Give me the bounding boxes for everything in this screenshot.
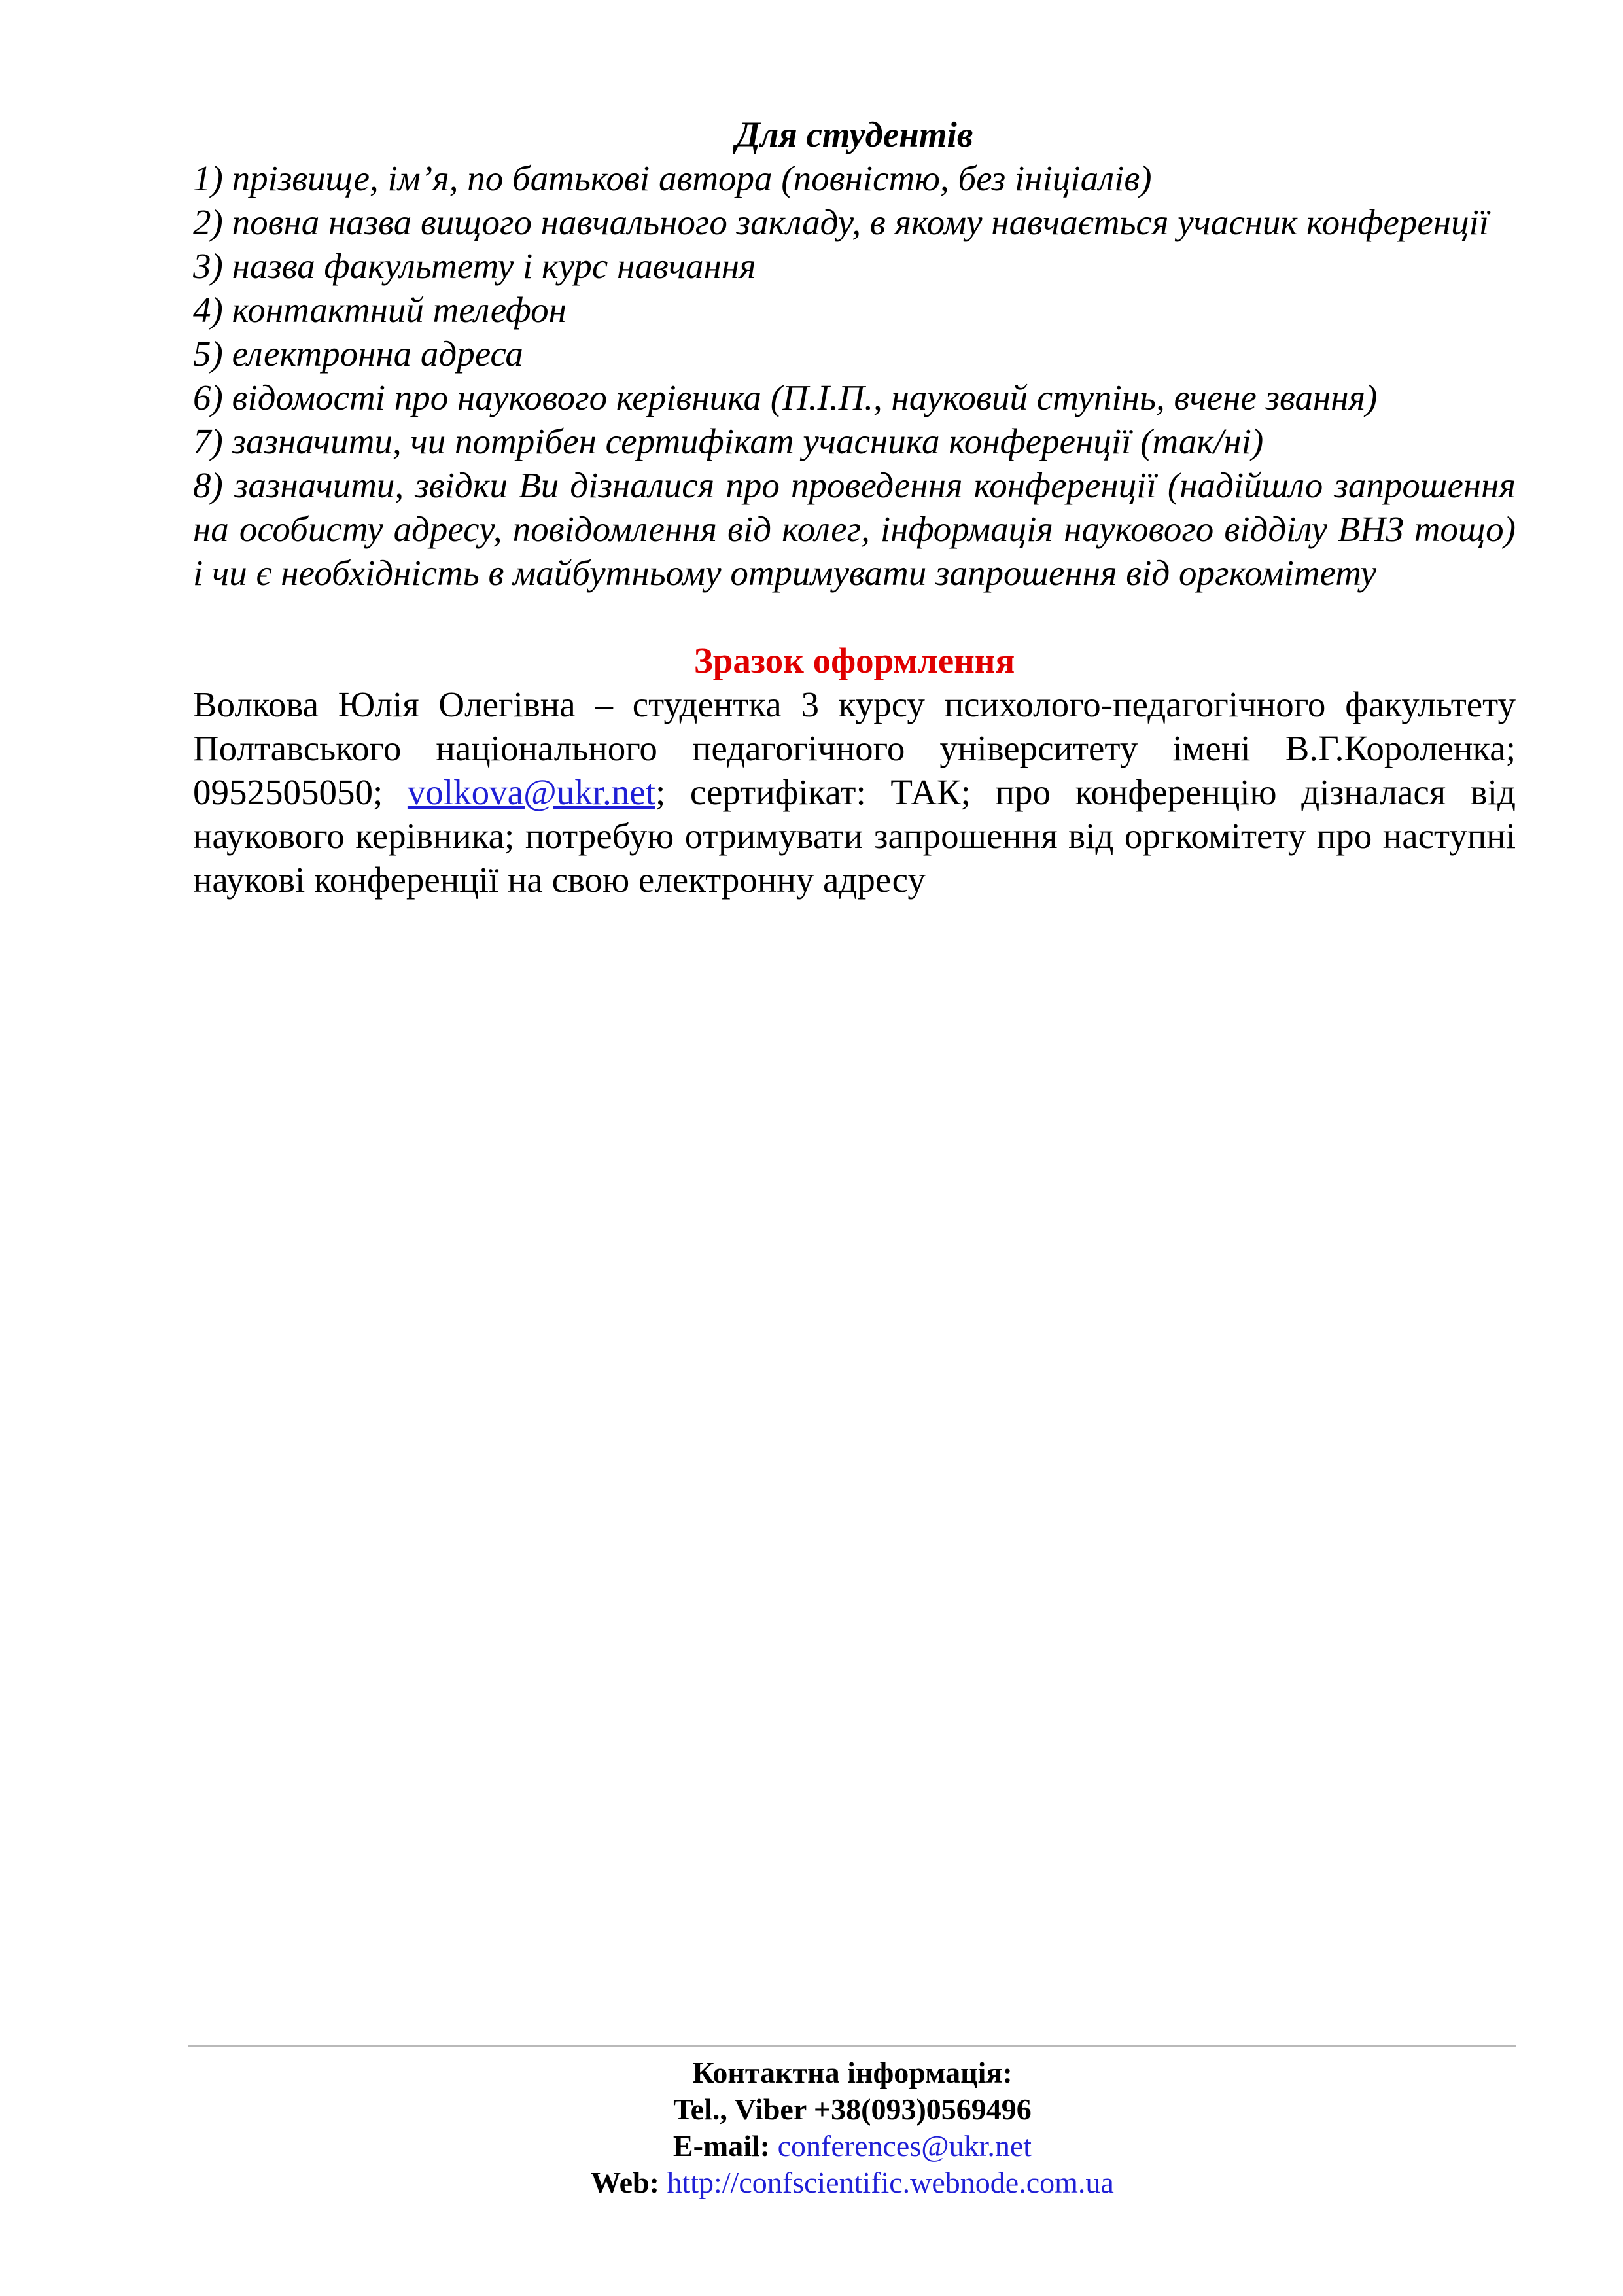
footer-email-line xyxy=(188,2128,1516,2164)
sample-section-title: Зразок оформлення xyxy=(693,641,1015,680)
footer-web-link[interactable]: http://confscientific.webnode.com.ua xyxy=(667,2166,1114,2199)
footer-web-label: Web: xyxy=(591,2166,659,2199)
requirement-item-3: 3) назва факультету і курс навчання xyxy=(193,246,756,286)
sample-text-after-email: ; сертифікат: ТАК; про конференцію дізналася від наукового керівника; потребую отримувати запрошення від оргкомітету про наступні наукові конференції на свою електронну адресу xyxy=(193,772,1516,900)
requirement-item-8: 8) зазначити, звідки Ви дізналися про проведення конференції (надійшло запрошення на особисту адресу, повідомлення від колег, інформація наукового відділу ВНЗ тощо) і чи є необхідність в майбутньому отримувати запрошення від оргкомітету xyxy=(193,465,1516,593)
requirement-item-5: 5) електронна адреса xyxy=(193,334,523,374)
footer-email-label: E-mail: xyxy=(672,2129,771,2163)
students-requirements-list xyxy=(193,156,1516,595)
requirement-item-2: 2) повна назва вищого навчального закладу, в якому навчається учасник конференції xyxy=(193,202,1490,242)
footer-email-link[interactable]: conferences@ukr.net xyxy=(777,2129,1032,2163)
footer-heading: Контактна інформація: xyxy=(692,2056,1013,2089)
document-body xyxy=(193,113,1516,902)
contact-footer xyxy=(188,2055,1516,2201)
requirement-item-7: 7) зазначити, чи потрібен сертифікат учасника конференції (так/ні) xyxy=(193,421,1264,461)
students-section-title: Для студентів xyxy=(735,115,973,154)
requirement-item-4: 4) контактний телефон xyxy=(193,290,567,330)
sample-paragraph xyxy=(193,682,1516,902)
footer-divider xyxy=(188,2045,1516,2047)
footer-phone: Tel., Viber +38(093)0569496 xyxy=(673,2093,1032,2126)
requirement-item-1: 1) прізвище, ім’я, по батькові автора (повністю, без ініціалів) xyxy=(193,158,1152,198)
requirement-item-6: 6) відомості про наукового керівника (П.І.П., науковий ступінь, вчене звання) xyxy=(193,378,1378,417)
sample-email-link[interactable]: volkova@ukr.net xyxy=(407,772,655,812)
footer-web-line xyxy=(188,2164,1516,2201)
sample-text-before-email: Волкова Юлія Олегівна – студентка 3 курсу психолого-педагогічного факультету Полтавського національного педагогічного університету імені В.Г.Короленка; 0952505050; xyxy=(193,684,1516,812)
